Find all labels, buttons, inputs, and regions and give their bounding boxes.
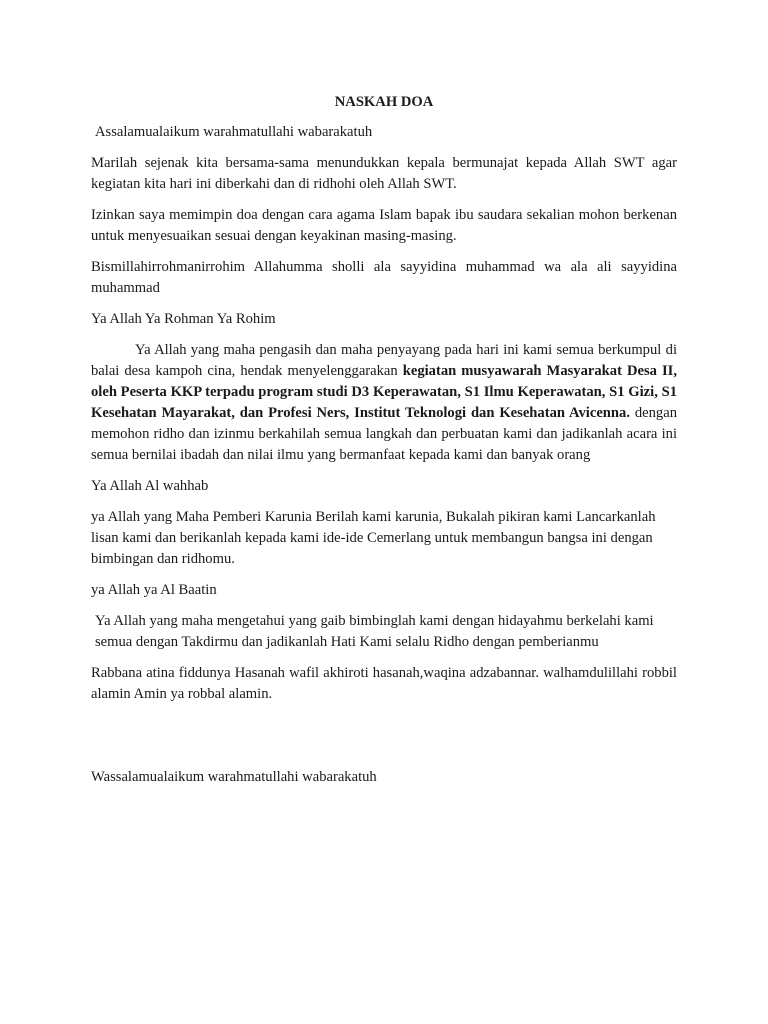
main-prayer-end: dengan memohon ridho dan izinmu berkahilah semua langkah dan perbuatan kami dan jadikanlah acara ini semua bernilai ibadah dan nilai ilmu yang bermanfaat kepada kami dan banyak orang (91, 405, 677, 463)
document-page (91, 92, 677, 798)
document-title: NASKAH DOA (334, 94, 434, 110)
main-prayer-event: kegiatan musyawarah Masyarakat Desa II, oleh Peserta KKP terpadu program studi D3 Keperawatan, S1 Ilmu Keperawatan, S1 Gizi, S1 Kesehatan Mayarakat, dan Profesi Ners, Institut Teknologi dan Kesehatan Avicenna. (91, 363, 677, 421)
paragraph-bismillah: Bismillahirrohmanirrohim Allahumma sholli ala sayyidina muhammad wa ala ali sayyidina muhammad (91, 259, 677, 296)
main-prayer-start: Ya Allah yang maha pengasih dan maha penyayang pada hari ini kami semua berkumpul di balai desa kampoh cina, hendak menyelenggarakan (91, 342, 677, 379)
heading-al-baatin: ya Allah ya Al Baatin (91, 582, 217, 598)
heading-al-wahhab: Ya Allah Al wahhab (91, 478, 209, 494)
paragraph-rabbana: Rabbana atina fiddunya Hasanah wafil akhiroti hasanah,waqina adzabannar. walhamdulillahi robbil alamin Amin ya robbal alamin. (91, 665, 677, 702)
paragraph-main-prayer (91, 340, 677, 466)
paragraph-al-baatin: Ya Allah yang maha mengetahui yang gaib bimbinglah kami dengan hidayahmu berkelahi kami semua dengan Takdirmu dan jadikanlah Hati Kami selalu Ridho dengan pemberianmu (95, 613, 654, 650)
greeting: Assalamualaikum warahmatullahi wabarakatuh (95, 124, 373, 140)
paragraph-opening: Marilah sejenak kita bersama-sama menundukkan kepala bermunajat kepada Allah SWT agar kegiatan kita hari ini diberkahi dan di ridhohi oleh Allah SWT. (91, 155, 677, 192)
paragraph-al-wahhab: ya Allah yang Maha Pemberi Karunia Berilah kami karunia, Bukalah pikiran kami Lancarkanlah lisan kami dan berikanlah kepada kami ide-ide Cemerlang untuk membangun bangsa ini dengan bimbingan dan ridhomu. (91, 509, 656, 567)
closing-salutation: Wassalamualaikum warahmatullahi wabarakatuh (91, 769, 377, 785)
paragraph-permission: Izinkan saya memimpin doa dengan cara agama Islam bapak ibu saudara sekalian mohon berkenan untuk menyesuaikan sesuai dengan keyakinan masing-masing. (91, 207, 677, 244)
heading-ya-rohman: Ya Allah Ya Rohman Ya Rohim (91, 311, 276, 327)
